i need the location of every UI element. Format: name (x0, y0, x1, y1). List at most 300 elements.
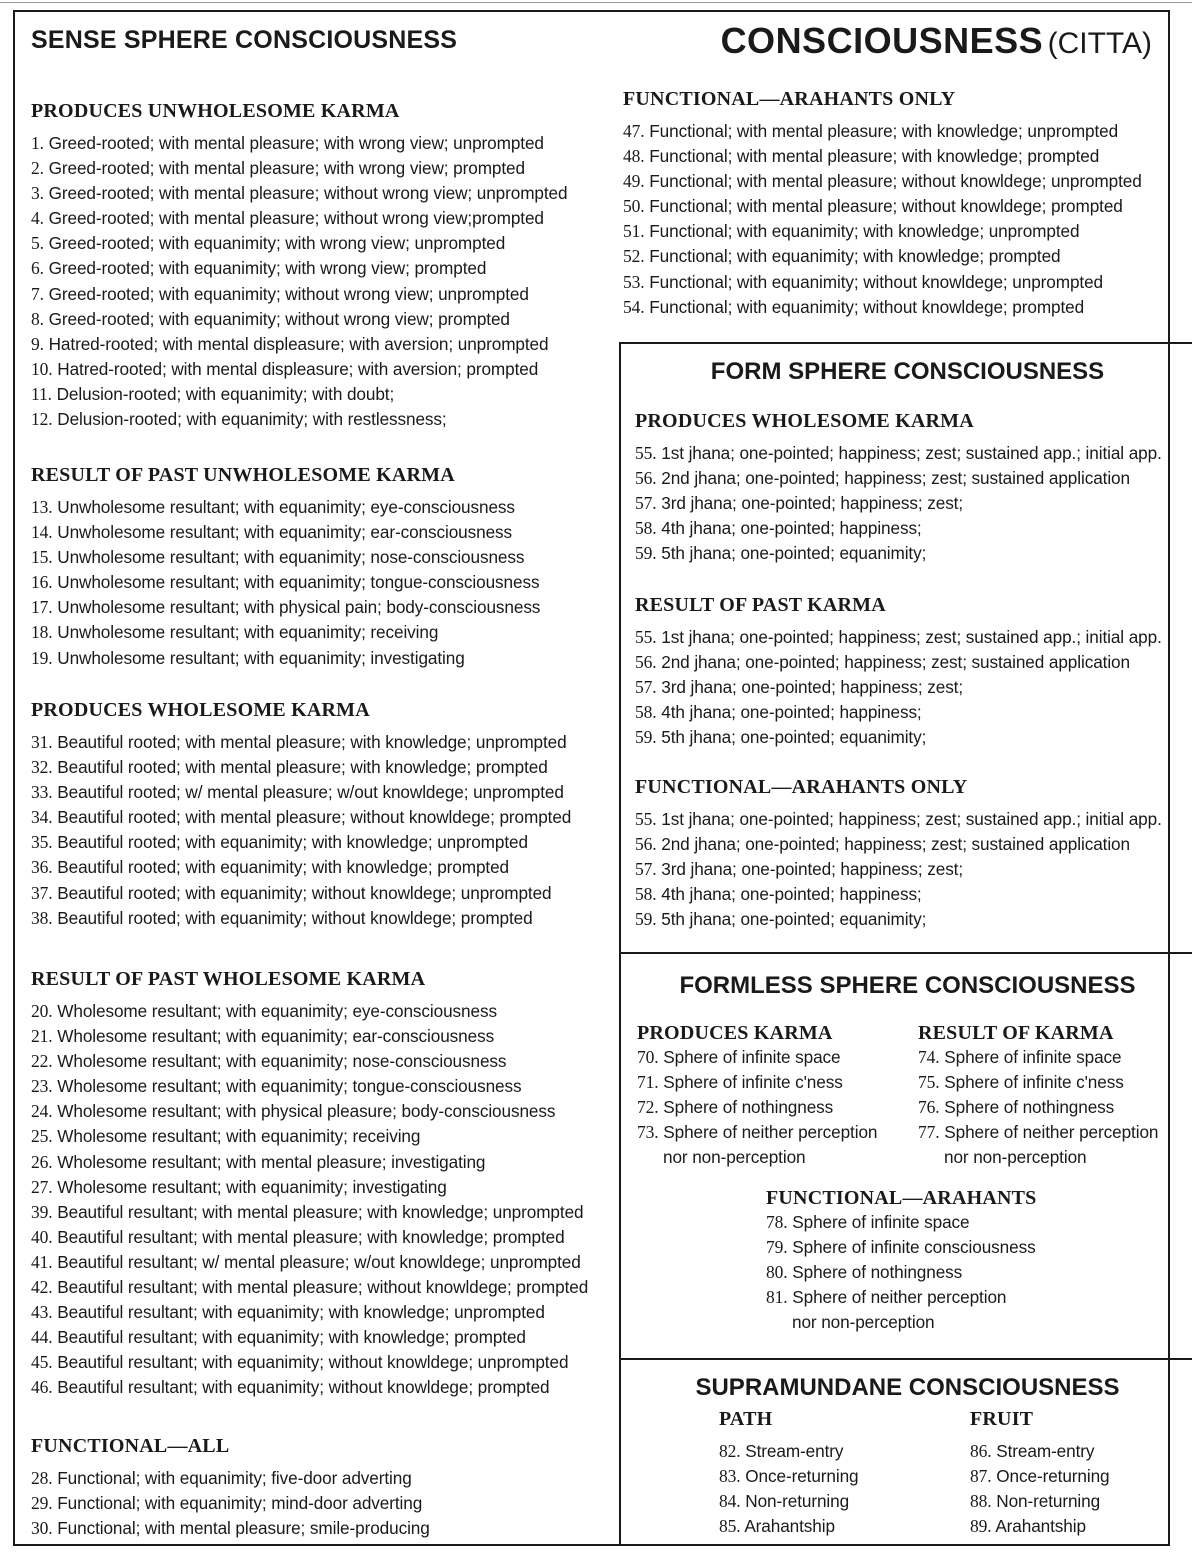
list-item (637, 1145, 877, 1170)
item-text: Functional; with mental pleasure; with knowledge; unprompted (649, 121, 1119, 141)
item-number: 79. (766, 1237, 788, 1258)
item-list (31, 730, 571, 931)
list-item (719, 1464, 859, 1489)
item-text: Greed-rooted; with mental pleasure; without wrong view; unprompted (48, 183, 568, 204)
item-text: Beautiful resultant; with equanimity; without knowldege; unprompted (57, 1352, 569, 1373)
list-item (635, 807, 1162, 832)
item-text: Wholesome resultant; with equanimity; investigating (57, 1176, 447, 1197)
item-text: 4th jhana; one-pointed; happiness; (661, 884, 922, 905)
sense-section-functional-arahants (623, 88, 1142, 320)
section-label: FRUIT (970, 1408, 1034, 1430)
item-text: 3rd jhana; one-pointed; happiness; zest; (661, 493, 964, 514)
item-number: 55. (635, 809, 657, 829)
item-number: 50. (623, 196, 645, 217)
item-number: 14. (31, 522, 53, 543)
item-number: 55. (635, 627, 657, 647)
item-number: 86. (970, 1441, 992, 1461)
list-item (31, 1491, 430, 1516)
list-item (623, 119, 1142, 144)
item-number: 46. (31, 1377, 53, 1398)
item-text: Sphere of neither perception (944, 1122, 1159, 1143)
item-number: 71. (637, 1072, 659, 1093)
top-rule (0, 2, 1192, 3)
list-item (623, 194, 1142, 219)
item-text: Greed-rooted; with equanimity; with wrong view; unprompted (48, 233, 506, 254)
item-text: Sphere of infinite space (944, 1047, 1122, 1067)
form-section-result (635, 594, 1162, 750)
item-number: 22. (31, 1051, 53, 1072)
item-number: 53. (623, 271, 645, 292)
item-number: 84. (719, 1491, 741, 1512)
item-number: 2. (31, 158, 44, 179)
item-text: Wholesome resultant; with equanimity; receiving (57, 1126, 421, 1147)
item-text: Sphere of infinite space (792, 1212, 970, 1232)
list-item (31, 1325, 588, 1350)
item-list (635, 807, 1162, 932)
item-text: Beautiful resultant; with mental pleasure; with knowledge; prompted (57, 1226, 565, 1247)
item-list (31, 999, 588, 1401)
item-text: Beautiful rooted; with equanimity; without knowldege; unprompted (57, 882, 552, 903)
title-main: CONSCIOUSNESS (720, 20, 1044, 61)
list-item (31, 156, 567, 181)
item-number: 57. (635, 859, 657, 880)
item-list (635, 625, 1162, 750)
list-item (31, 520, 540, 545)
list-item (635, 441, 1162, 466)
list-item (31, 1275, 588, 1300)
list-item (31, 256, 567, 281)
item-number: 49. (623, 171, 645, 192)
item-number: 28. (31, 1468, 53, 1488)
list-item (970, 1464, 1110, 1489)
section-label: PATH (719, 1408, 773, 1430)
list-item (31, 855, 571, 880)
item-number: 57. (635, 677, 657, 698)
item-number: 56. (635, 468, 657, 489)
list-item (623, 270, 1142, 295)
list-item (766, 1285, 1037, 1310)
item-number: 23. (31, 1076, 53, 1097)
list-item (970, 1439, 1110, 1464)
item-text: Beautiful resultant; with equanimity; with knowledge; unprompted (57, 1302, 545, 1323)
item-text: Beautiful resultant; w/ mental pleasure; w/out knowldege; unprompted (57, 1251, 581, 1272)
item-number: 21. (31, 1026, 53, 1047)
item-number: 9. (31, 333, 44, 354)
item-text: Functional; with mental pleasure; smile-producing (57, 1518, 430, 1539)
list-item (637, 1045, 877, 1070)
item-text: Sphere of nothingness (663, 1097, 834, 1118)
list-item (31, 1150, 588, 1175)
item-number: 25. (31, 1126, 53, 1147)
item-number: 16. (31, 572, 53, 593)
list-item (623, 169, 1142, 194)
item-number: 88. (970, 1491, 992, 1512)
list-item (31, 646, 540, 671)
item-number: 13. (31, 497, 53, 517)
list-item (31, 1074, 588, 1099)
item-number: 74. (918, 1047, 940, 1067)
item-text: Unwholesome resultant; with physical pain; body-consciousness (57, 597, 541, 618)
list-item (635, 882, 1162, 907)
item-text: Unwholesome resultant; with equanimity; ear-consciousness (57, 522, 513, 543)
list-item (635, 541, 1162, 566)
item-text: Sphere of neither perception (663, 1122, 878, 1143)
sense-section-wholesome-result (31, 968, 588, 1401)
list-item (31, 1175, 588, 1200)
list-item (31, 755, 571, 780)
list-item (970, 1514, 1110, 1539)
item-text: Unwholesome resultant; with equanimity; eye-consciousness (57, 497, 515, 517)
item-number: 58. (635, 884, 657, 905)
item-text: Greed-rooted; with equanimity; with wrong view; prompted (48, 258, 487, 279)
item-text: Unwholesome resultant; with equanimity; tongue-consciousness (57, 572, 540, 593)
item-text: Wholesome resultant; with equanimity; eye-consciousness (57, 1001, 497, 1021)
item-number: 15. (31, 547, 53, 568)
section-label: RESULT OF PAST WHOLESOME KARMA (31, 968, 426, 990)
item-number: 33. (31, 782, 53, 803)
item-text: Functional; with equanimity; without knowldege; unprompted (649, 271, 1104, 292)
item-text: nor non-perception (792, 1312, 935, 1333)
item-number: 78. (766, 1212, 788, 1232)
item-text: Functional; with mental pleasure; without knowldege; unprompted (649, 171, 1142, 192)
list-item (719, 1439, 859, 1464)
list-item (31, 1300, 588, 1325)
item-number: 85. (719, 1516, 741, 1537)
item-text: Stream-entry (745, 1441, 844, 1461)
item-list (31, 131, 567, 432)
list-item (31, 1049, 588, 1074)
list-item (31, 1375, 588, 1400)
list-item (31, 1200, 588, 1225)
item-text: 1st jhana; one-pointed; happiness; zest; sustained app.; initial app. (661, 809, 1162, 829)
list-item (637, 1070, 877, 1095)
item-text: Wholesome resultant; with equanimity; nose-consciousness (57, 1051, 507, 1072)
list-item (31, 1124, 588, 1149)
sense-section-unwholesome-result (31, 464, 540, 671)
section-label: PRODUCES KARMA (637, 1022, 833, 1044)
list-item (635, 625, 1162, 650)
item-number: 72. (637, 1097, 659, 1118)
form-section-wholesome (635, 410, 1162, 566)
item-list (623, 119, 1142, 320)
section-label: RESULT OF PAST UNWHOLESOME KARMA (31, 464, 455, 486)
list-item (31, 1350, 588, 1375)
formless-sphere-heading: FORMLESS SPHERE CONSCIOUSNESS (679, 972, 1136, 999)
item-text: Sphere of infinite consciousness (792, 1237, 1036, 1258)
item-number: 59. (635, 543, 657, 564)
list-item (31, 620, 540, 645)
item-text: nor non-perception (663, 1147, 806, 1168)
list-item (31, 570, 540, 595)
list-item (31, 407, 567, 432)
list-item (31, 830, 571, 855)
item-text: Sphere of infinite space (663, 1047, 841, 1067)
item-number: 59. (635, 909, 657, 930)
item-text: Wholesome resultant; with equanimity; tongue-consciousness (57, 1076, 522, 1097)
item-text: 4th jhana; one-pointed; happiness; (661, 518, 922, 539)
item-text: Beautiful rooted; with mental pleasure; without knowldege; prompted (57, 807, 572, 828)
item-number: 45. (31, 1352, 53, 1373)
item-text: Sphere of neither perception (792, 1287, 1007, 1308)
item-list (31, 1466, 430, 1541)
supramundane-heading: SUPRAMUNDANE CONSCIOUSNESS (695, 1374, 1120, 1401)
item-text: Beautiful rooted; w/ mental pleasure; w/out knowldege; unprompted (57, 782, 564, 803)
list-item (31, 382, 567, 407)
list-item (635, 675, 1162, 700)
item-text: Beautiful rooted; with mental pleasure; with knowledge; prompted (57, 757, 548, 778)
list-item (31, 805, 571, 830)
list-item (637, 1095, 877, 1120)
item-number: 30. (31, 1518, 53, 1539)
item-number: 80. (766, 1262, 788, 1283)
item-text: Sphere of nothingness (944, 1097, 1115, 1118)
item-text: Arahantship (744, 1516, 835, 1537)
item-number: 42. (31, 1277, 53, 1298)
title-sub: (CITTA) (1047, 27, 1152, 60)
page-title (721, 20, 1152, 62)
item-text: Beautiful resultant; with equanimity; without knowldege; prompted (57, 1377, 550, 1398)
item-text: Hatred-rooted; with mental displeasure; with aversion; prompted (57, 358, 539, 379)
item-list (918, 1045, 1158, 1170)
item-number: 48. (623, 146, 645, 167)
item-number: 36. (31, 857, 53, 878)
list-item (31, 282, 567, 307)
item-number: 76. (918, 1097, 940, 1118)
item-text: Functional; with equanimity; with knowledge; unprompted (649, 221, 1080, 242)
section-label: FUNCTIONAL—ARAHANTS (766, 1187, 1037, 1209)
list-item (918, 1145, 1158, 1170)
item-number: 3. (31, 183, 44, 204)
item-number: 81. (766, 1287, 788, 1308)
supramundane-path (719, 1408, 859, 1539)
item-text: Functional; with equanimity; with knowledge; prompted (649, 246, 1061, 267)
item-text: Functional; with mental pleasure; without knowldege; prompted (649, 196, 1123, 217)
item-number: 8. (31, 308, 44, 329)
item-text: Unwholesome resultant; with equanimity; investigating (57, 647, 465, 668)
item-list (31, 495, 540, 671)
item-number: 5. (31, 233, 44, 254)
item-text: 5th jhana; one-pointed; equanimity; (661, 727, 927, 748)
list-item (918, 1070, 1158, 1095)
item-text: 4th jhana; one-pointed; happiness; (661, 702, 922, 723)
item-text: Non-returning (745, 1491, 850, 1512)
supramundane-fruit (970, 1408, 1110, 1539)
list-item (31, 307, 567, 332)
item-number: 10. (31, 358, 53, 379)
list-item (766, 1235, 1037, 1260)
consciousness-chart (13, 10, 1170, 1546)
item-number: 39. (31, 1201, 53, 1222)
item-list (970, 1439, 1110, 1539)
item-text: Sphere of infinite c'ness (663, 1072, 843, 1093)
formless-produces (637, 1022, 877, 1170)
item-number: 56. (635, 652, 657, 673)
list-item (635, 650, 1162, 675)
list-item (635, 516, 1162, 541)
list-item (766, 1310, 1037, 1335)
list-item (31, 730, 571, 755)
item-text: Unwholesome resultant; with equanimity; nose-consciousness (57, 547, 525, 568)
list-item (31, 1225, 588, 1250)
item-number: 37. (31, 882, 53, 903)
item-text: Beautiful rooted; with equanimity; with knowledge; prompted (57, 857, 510, 878)
item-text: Stream-entry (996, 1441, 1095, 1461)
item-text: Beautiful resultant; with equanimity; with knowledge; prompted (57, 1327, 526, 1348)
item-number: 51. (623, 221, 645, 242)
item-number: 89. (970, 1516, 992, 1537)
item-text: 5th jhana; one-pointed; equanimity; (661, 543, 927, 564)
item-number: 56. (635, 834, 657, 855)
list-item (623, 144, 1142, 169)
item-text: Greed-rooted; with mental pleasure; without wrong view;prompted (48, 208, 544, 229)
item-text: Beautiful resultant; with mental pleasure; with knowledge; unprompted (57, 1201, 584, 1222)
item-text: Beautiful resultant; with mental pleasure; without knowldege; prompted (57, 1277, 589, 1298)
list-item (623, 244, 1142, 269)
item-text: Once-returning (745, 1466, 859, 1487)
item-number: 20. (31, 1001, 53, 1021)
formless-result (918, 1022, 1158, 1170)
item-number: 6. (31, 258, 44, 279)
list-item (31, 906, 571, 931)
list-item (31, 881, 571, 906)
item-number: 70. (637, 1047, 659, 1067)
list-item (766, 1260, 1037, 1285)
list-item (31, 1250, 588, 1275)
list-item (623, 295, 1142, 320)
list-item (31, 231, 567, 256)
list-item (766, 1210, 1037, 1235)
item-text: Wholesome resultant; with physical pleasure; body-consciousness (57, 1101, 556, 1122)
list-item (31, 780, 571, 805)
item-text: 2nd jhana; one-pointed; happiness; zest; sustained application (661, 834, 1130, 855)
item-text: 2nd jhana; one-pointed; happiness; zest; sustained application (661, 652, 1130, 673)
list-item (31, 181, 567, 206)
item-text: Wholesome resultant; with mental pleasure; investigating (57, 1151, 486, 1172)
list-item (31, 1024, 588, 1049)
item-text: nor non-perception (944, 1147, 1087, 1168)
list-item (970, 1489, 1110, 1514)
item-text: Non-returning (996, 1491, 1101, 1512)
item-number: 24. (31, 1101, 53, 1122)
item-number: 44. (31, 1327, 53, 1348)
section-label: PRODUCES WHOLESOME KARMA (31, 699, 370, 721)
item-number: 40. (31, 1226, 53, 1247)
list-item (31, 495, 540, 520)
form-section-functional (635, 776, 1162, 932)
item-text: 1st jhana; one-pointed; happiness; zest; sustained app.; initial app. (661, 627, 1162, 647)
list-item (918, 1095, 1158, 1120)
item-text: Beautiful rooted; with equanimity; with knowledge; unprompted (57, 832, 528, 853)
list-item (918, 1120, 1158, 1145)
item-number: 34. (31, 807, 53, 828)
item-number: 43. (31, 1302, 53, 1323)
item-number: 75. (918, 1072, 940, 1093)
item-text: Unwholesome resultant; with equanimity; receiving (57, 622, 439, 643)
item-text: Sphere of nothingness (792, 1262, 963, 1283)
list-item (635, 907, 1162, 932)
item-number: 7. (31, 283, 44, 304)
item-text: Greed-rooted; with mental pleasure; with wrong view; unprompted (48, 133, 544, 153)
item-number: 35. (31, 832, 53, 853)
item-list (635, 441, 1162, 566)
list-item (635, 466, 1162, 491)
item-text: Delusion-rooted; with equanimity; with restlessness; (57, 409, 447, 430)
form-sphere-heading: FORM SPHERE CONSCIOUSNESS (710, 358, 1105, 385)
item-number: 57. (635, 493, 657, 514)
form-sphere-box (619, 342, 1192, 954)
item-list (637, 1045, 877, 1170)
section-label: PRODUCES UNWHOLESOME KARMA (31, 100, 400, 122)
formless-sphere-box (619, 952, 1192, 1360)
formless-functional (766, 1187, 1037, 1335)
item-number: 27. (31, 1176, 53, 1197)
item-number: 82. (719, 1441, 741, 1461)
item-number: 52. (623, 246, 645, 267)
list-item (31, 357, 567, 382)
item-number: 38. (31, 907, 53, 928)
sense-sphere-heading: SENSE SPHERE CONSCIOUSNESS (31, 26, 458, 54)
list-item (31, 332, 567, 357)
section-label: FUNCTIONAL—ALL (31, 1435, 230, 1457)
item-number: 26. (31, 1151, 53, 1172)
section-label: RESULT OF KARMA (918, 1022, 1114, 1044)
item-number: 47. (623, 121, 645, 141)
item-number: 29. (31, 1493, 53, 1514)
item-number: 59. (635, 727, 657, 748)
item-text: Sphere of infinite c'ness (944, 1072, 1124, 1093)
item-text: Beautiful rooted; with equanimity; without knowldege; prompted (57, 907, 533, 928)
list-item (31, 999, 588, 1024)
item-number: 1. (31, 133, 44, 153)
item-number: 12. (31, 409, 53, 430)
item-text: Wholesome resultant; with equanimity; ear-consciousness (57, 1026, 495, 1047)
list-item (31, 1099, 588, 1124)
item-number: 4. (31, 208, 44, 229)
list-item (637, 1120, 877, 1145)
list-item (635, 491, 1162, 516)
list-item (918, 1045, 1158, 1070)
item-number: 41. (31, 1251, 53, 1272)
list-item (635, 832, 1162, 857)
sense-section-unwholesome (31, 100, 567, 432)
list-item (31, 545, 540, 570)
item-number: 55. (635, 443, 657, 463)
list-item (31, 1466, 430, 1491)
section-label: PRODUCES WHOLESOME KARMA (635, 410, 974, 432)
item-number: 58. (635, 518, 657, 539)
list-item (635, 725, 1162, 750)
item-text: Greed-rooted; with equanimity; without wrong view; prompted (48, 308, 510, 329)
item-list (719, 1439, 859, 1539)
list-item (31, 131, 567, 156)
item-text: 3rd jhana; one-pointed; happiness; zest; (661, 677, 964, 698)
list-item (719, 1514, 859, 1539)
section-label: RESULT OF PAST KARMA (635, 594, 886, 616)
item-text: Greed-rooted; with mental pleasure; with wrong view; prompted (48, 158, 525, 179)
supramundane-box (619, 1358, 1192, 1546)
item-text: Functional; with mental pleasure; with knowledge; prompted (649, 146, 1100, 167)
item-text: Functional; with equanimity; mind-door adverting (57, 1493, 423, 1514)
item-number: 58. (635, 702, 657, 723)
sense-section-functional-all (31, 1435, 430, 1541)
item-number: 17. (31, 597, 53, 618)
item-list (766, 1210, 1037, 1335)
item-text: 3rd jhana; one-pointed; happiness; zest; (661, 859, 964, 880)
item-number: 11. (31, 383, 52, 404)
item-number: 19. (31, 647, 53, 668)
list-item (623, 219, 1142, 244)
item-text: Beautiful rooted; with mental pleasure; with knowledge; unprompted (57, 732, 567, 752)
